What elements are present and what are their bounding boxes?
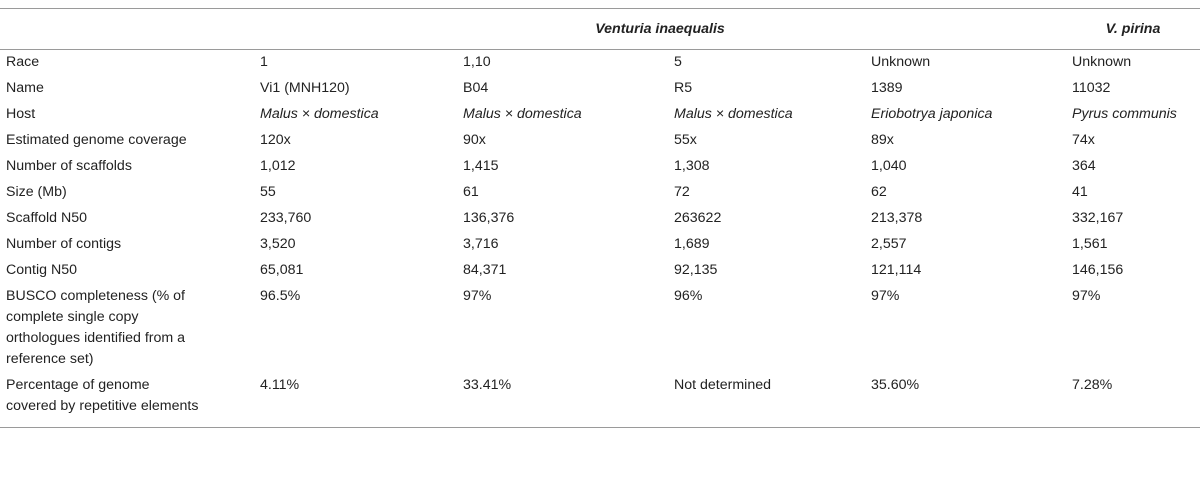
cell: 62 (871, 184, 887, 200)
cell: 84,371 (463, 262, 507, 278)
cell: 1 (260, 54, 268, 70)
cell: 96% (674, 288, 703, 304)
cell: 233,760 (260, 210, 312, 226)
cell: B04 (463, 80, 489, 96)
cell: 90x (463, 132, 486, 148)
cell: 263622 (674, 210, 722, 226)
cell: R5 (674, 80, 693, 96)
table-row-coverage (0, 128, 1200, 154)
cell: 33.41% (463, 377, 512, 393)
cell: 1389 (871, 80, 903, 96)
table-header-row (0, 9, 1200, 50)
cell: 96.5% (260, 288, 301, 304)
table-row-name (0, 76, 1200, 102)
cell: 364 (1072, 158, 1096, 174)
cell: 1,561 (1072, 236, 1108, 252)
cell: 55x (674, 132, 697, 148)
cell: 72 (674, 184, 690, 200)
cell: 5 (674, 54, 682, 70)
row-label: Number of contigs (6, 236, 122, 252)
cell: 3,716 (463, 236, 499, 252)
cell: Not determined (674, 377, 771, 393)
table-row-scaffolds (0, 154, 1200, 180)
cell: 1,415 (463, 158, 499, 174)
cell: 89x (871, 132, 894, 148)
cell: 3,520 (260, 236, 296, 252)
cell: 65,081 (260, 262, 304, 278)
cell: 213,378 (871, 210, 923, 226)
cell: 1,012 (260, 158, 296, 174)
cell: 120x (260, 132, 291, 148)
cell: Malus × domestica (463, 106, 582, 122)
header-venturia-inaequalis: Venturia inaequalis (595, 20, 725, 37)
cell: Malus × domestica (260, 106, 379, 122)
cell: 7.28% (1072, 377, 1113, 393)
cell: Vi1 (MNH120) (260, 80, 350, 96)
cell: 11032 (1072, 80, 1111, 96)
row-label: Scaffold N50 (6, 210, 87, 226)
cell: 1,308 (674, 158, 710, 174)
table-row-contig-n50 (0, 258, 1200, 284)
cell: 146,156 (1072, 262, 1124, 278)
cell: 1,040 (871, 158, 907, 174)
cell: 97% (463, 288, 492, 304)
cell: Pyrus communis (1072, 106, 1177, 122)
cell: 97% (1072, 288, 1101, 304)
table-row-scaffold-n50 (0, 206, 1200, 232)
genome-stats-table (0, 8, 1200, 428)
cell: 41 (1072, 184, 1088, 200)
table-row-host (0, 102, 1200, 128)
row-label: Name (6, 80, 44, 96)
row-label: Number of scaffolds (6, 158, 132, 174)
table-row-repetitive (0, 373, 1200, 428)
cell: 136,376 (463, 210, 515, 226)
header-v-pirina: V. pirina (1105, 20, 1161, 37)
header-empty-cell (0, 9, 254, 50)
cell: 332,167 (1072, 210, 1124, 226)
cell: 92,135 (674, 262, 718, 278)
cell: 97% (871, 288, 900, 304)
row-label: Race (6, 54, 40, 70)
cell: Malus × domestica (674, 106, 793, 122)
cell: 1,689 (674, 236, 710, 252)
cell: 61 (463, 184, 479, 200)
cell: 35.60% (871, 377, 920, 393)
table-row-size (0, 180, 1200, 206)
cell: 1,10 (463, 54, 491, 70)
cell: 74x (1072, 132, 1095, 148)
row-label: Size (Mb) (6, 184, 67, 200)
cell: Unknown (1072, 54, 1132, 70)
row-label: Contig N50 (6, 262, 77, 278)
cell: 55 (260, 184, 276, 200)
cell: 4.11% (260, 377, 300, 393)
cell: Unknown (871, 54, 931, 70)
cell: Eriobotrya japonica (871, 106, 993, 122)
row-label: Percentage of genome covered by repetitive elements (6, 377, 199, 414)
row-label: Host (6, 106, 36, 122)
cell: 2,557 (871, 236, 907, 252)
row-label: Estimated genome coverage (6, 132, 187, 148)
cell: 121,114 (871, 262, 922, 278)
row-label: BUSCO completeness (% of complete single copy orthologues identified from a reference set) (6, 288, 186, 367)
table-row-busco (0, 284, 1200, 373)
table-row-race (0, 50, 1200, 77)
table-row-contigs (0, 232, 1200, 258)
